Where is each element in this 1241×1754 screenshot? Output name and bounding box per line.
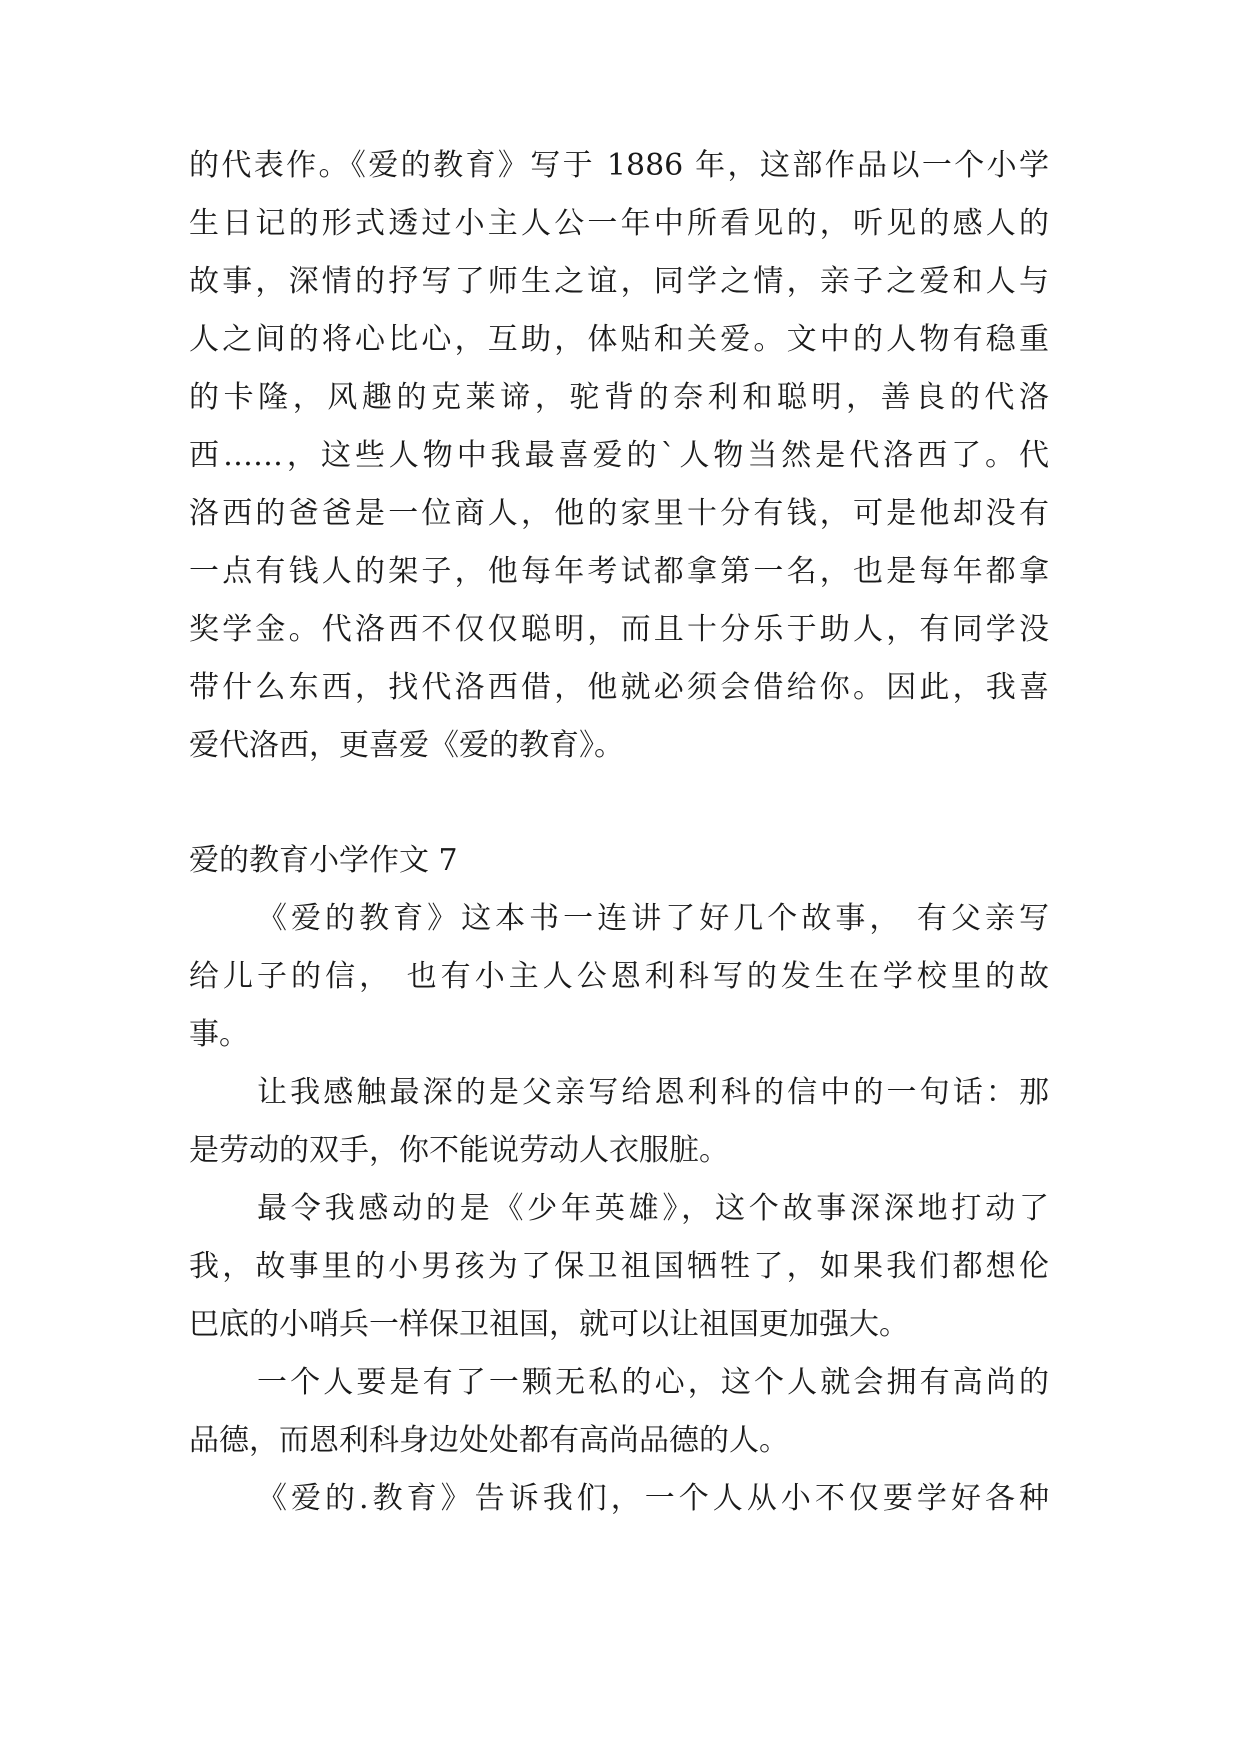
paragraph-line: 的代表作。《爱的教育》写于 1886 年，这部作品以一个小学	[189, 148, 1049, 183]
paragraph-line: 我，故事里的小男孩为了保卫祖国牺牲了，如果我们都想伦	[189, 1249, 1049, 1284]
paragraph-line: 一点有钱人的架子，他每年考试都拿第一名，也是每年都拿	[189, 554, 1049, 589]
paragraph-line: 一个人要是有了一颗无私的心，这个人就会拥有高尚的	[257, 1365, 1049, 1400]
paragraph-line: 奖学金。代洛西不仅仅聪明，而且十分乐于助人，有同学没	[189, 612, 1049, 647]
paragraph-line: 品德，而恩利科身边处处都有高尚品德的人。	[189, 1423, 789, 1458]
paragraph-line: 《爱的教育》这本书一连讲了好几个故事， 有父亲写	[257, 901, 1049, 936]
paragraph-line: 带什么东西，找代洛西借，他就必须会借给你。因此，我喜	[189, 670, 1049, 705]
paragraph-line: 爱代洛西，更喜爱《爱的教育》。	[189, 728, 624, 763]
paragraph-line: 事。	[189, 1017, 249, 1052]
paragraph-line: 西……，这些人物中我最喜爱的`人物当然是代洛西了。代	[189, 438, 1049, 473]
paragraph-line: 洛西的爸爸是一位商人，他的家里十分有钱，可是他却没有	[189, 496, 1049, 531]
paragraph-line: 生日记的形式透过小主人公一年中所看见的，听见的感人的	[189, 206, 1049, 241]
section-heading: 爱的教育小学作文 7	[189, 843, 458, 878]
paragraph-line: 给儿子的信， 也有小主人公恩利科写的发生在学校里的故	[189, 959, 1049, 994]
paragraph-line: 是劳动的双手，你不能说劳动人衣服脏。	[189, 1133, 729, 1168]
paragraph-line: 巴底的小哨兵一样保卫祖国，就可以让祖国更加强大。	[189, 1307, 909, 1342]
paragraph-line: 人之间的将心比心，互助，体贴和关爱。文中的人物有稳重	[189, 322, 1049, 357]
paragraph-line: 《爱的.教育》告诉我们，一个人从小不仅要学好各种	[257, 1481, 1049, 1516]
paragraph-line: 最令我感动的是《少年英雄》，这个故事深深地打动了	[257, 1191, 1049, 1226]
paragraph-line: 的卡隆，风趣的克莱谛，驼背的奈利和聪明，善良的代洛	[189, 380, 1049, 415]
paragraph-line: 故事，深情的抒写了师生之谊，同学之情，亲子之爱和人与	[189, 264, 1049, 299]
paragraph-line: 让我感触最深的是父亲写给恩利科的信中的一句话：那	[257, 1075, 1049, 1110]
